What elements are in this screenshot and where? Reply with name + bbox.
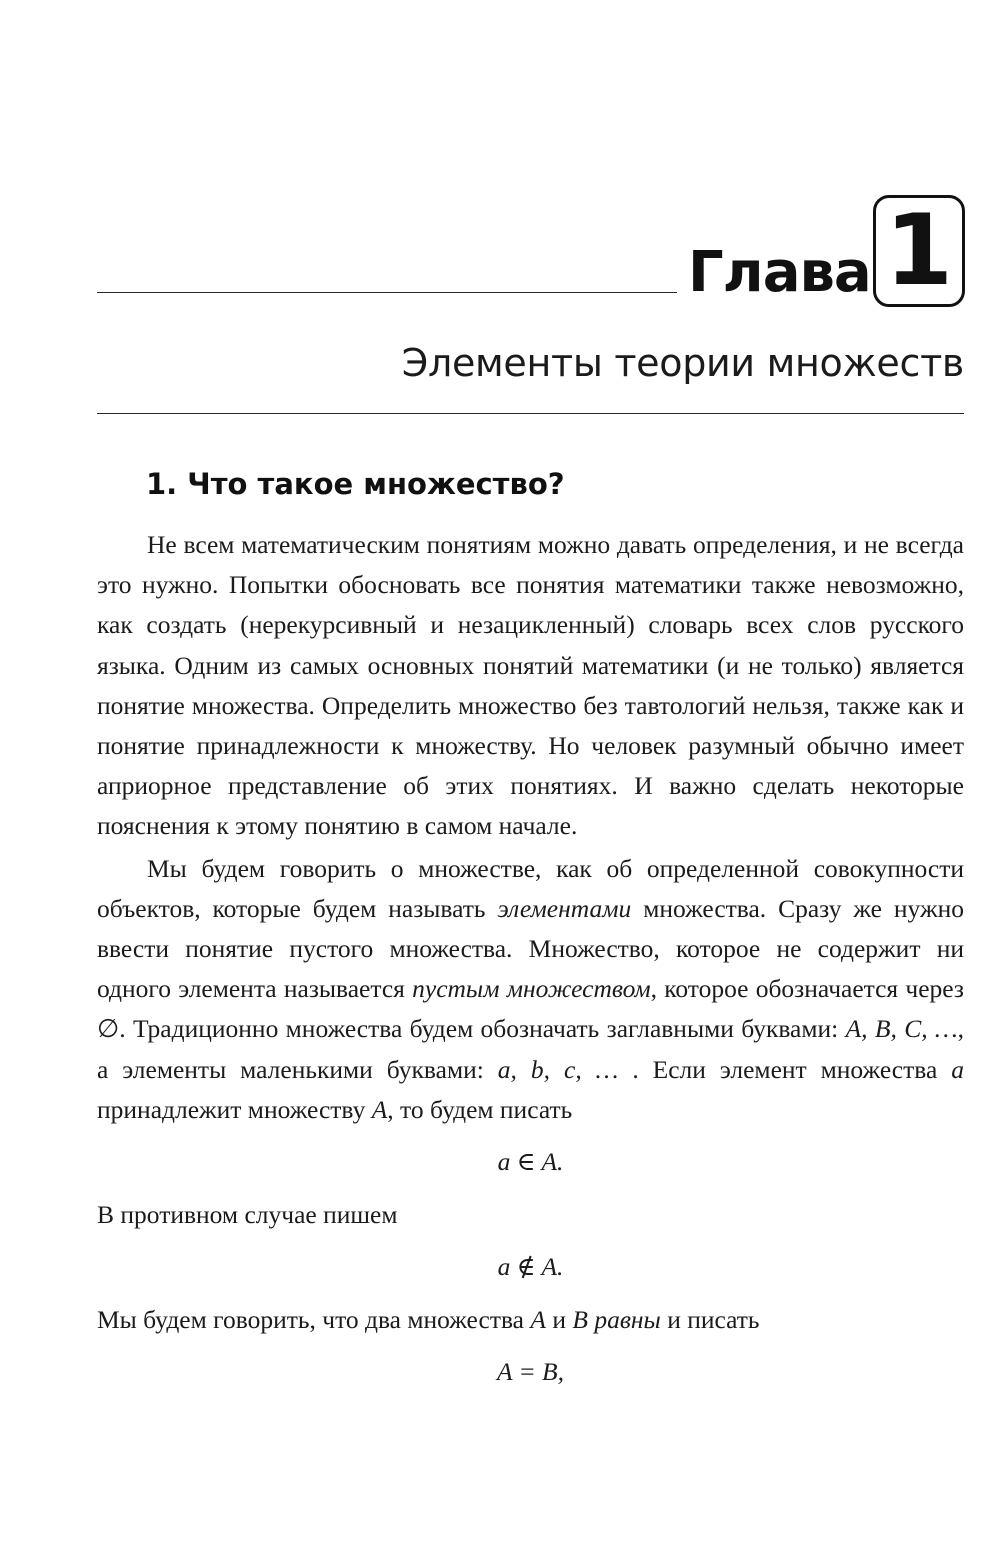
formula-equality: A = B,	[496, 1357, 565, 1387]
p2-text-g: , то будем писать	[387, 1094, 573, 1124]
p2-text-b: множества. Сразу же нужно ввести понятие пустого множества. Множество, которое не содержит ни одного элемента называется	[97, 893, 964, 1004]
section-heading: 1. Что такое множество?	[146, 467, 565, 501]
chapter-rule-bottom	[97, 413, 964, 414]
formula-not-element-of: a ∉ A.	[497, 1252, 564, 1282]
chapter-number: 1	[884, 194, 954, 308]
p4-text-c: и писать	[660, 1305, 760, 1335]
paragraph-2	[97, 849, 964, 1130]
p2-var-A: A	[371, 1094, 388, 1124]
p2-text-d: , а элементы маленькими буквами:	[97, 1014, 964, 1084]
p2-text-a: Мы будем говорить о множестве, как об определенной совокупности объектов, которые будем называть	[97, 853, 964, 923]
p2-text-c: , которое обозначается через ∅. Традиционно множества будем обозначать заглавными буквами:	[97, 974, 964, 1044]
paragraph-4	[97, 1300, 964, 1340]
p2-var-a: a	[951, 1054, 964, 1084]
body-text	[97, 525, 964, 1405]
paragraph-1: Не всем математическим понятиям можно давать определения, и не всегда это нужно. Попытки обосновать все понятия математики также невозможно, как создать (нерекурсивный и незацикленный) словарь всех слов русского языка. Одним из самых основных понятий математики (и не только) является понятие множества. Определить множество без тавтологий нельзя, также как и понятие принадлежности к множеству. Но человек разумный обычно имеет априорное представление об этих понятиях. И важно сделать некоторые пояснения к этому понятию в самом начале.	[97, 530, 964, 841]
p4-text-a: Мы будем говорить, что два множества	[97, 1305, 531, 1335]
p2-emphasis-empty-set: пустым множеством	[412, 974, 651, 1004]
p2-text-f: принадлежит множеству	[97, 1094, 372, 1124]
chapter-title: Элементы теории множеств	[401, 341, 964, 385]
p4-var-B: B	[572, 1305, 588, 1335]
p2-small-letters: a, b, c, …	[497, 1054, 619, 1084]
p2-text-e: . Если элемент множества	[618, 1054, 952, 1084]
p4-var-A: A	[530, 1305, 546, 1335]
formula-element-of: a ∈ A.	[497, 1147, 564, 1177]
chapter-number-badge	[873, 195, 965, 307]
p4-emphasis-equal: равны	[594, 1305, 661, 1335]
p2-capital-letters: A, B, C, …	[845, 1014, 958, 1044]
paragraph-3: В противном случае пишем	[97, 1200, 398, 1230]
p4-text-b: и	[545, 1305, 573, 1335]
chapter-word: Глава	[688, 240, 871, 305]
chapter-rule-top	[97, 292, 677, 293]
p2-emphasis-elements: элементами	[497, 893, 632, 923]
